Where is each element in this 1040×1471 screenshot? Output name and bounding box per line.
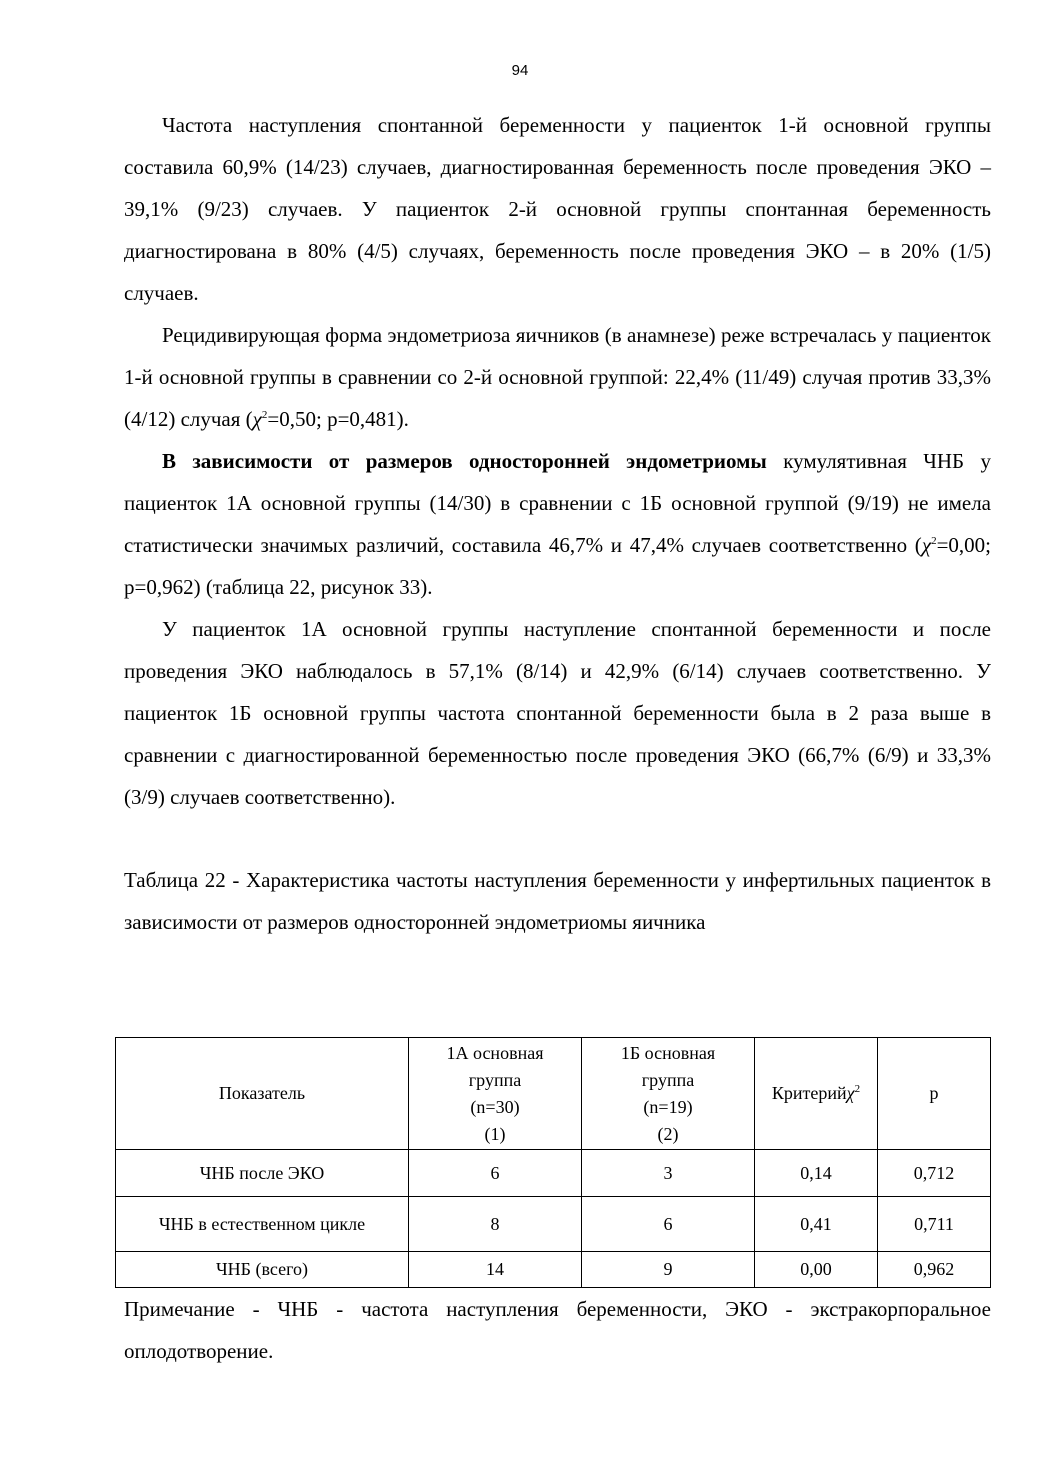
header-group-1a-line: 1А основная [446, 1042, 544, 1063]
header-group-1a-line: группа [468, 1069, 522, 1090]
paragraph-1: Частота наступления спонтанной беременности у пациенток 1-й основной группы составила 60,9% (14/23) случаев, диагностированная беременность после проведения ЭКО – 39,1% (9/23) случаев. У пациенток 2-й основной группы спонтанная беременность диагностирована в 80% (4/5) случаях, беременность после проведения ЭКО – в 20% (1/5) случаев. [124, 113, 991, 305]
header-p: p [878, 1038, 991, 1150]
row-chi2-value: 0,41 [755, 1197, 878, 1252]
header-group-1b-line: (n=19) [643, 1096, 693, 1117]
row-group-1b-value: 3 [582, 1150, 755, 1197]
paragraph-3 [124, 440, 991, 608]
header-group-1b [582, 1038, 755, 1150]
row-label: ЧНБ (всего) [116, 1252, 409, 1288]
row-p-value: 0,962 [878, 1252, 991, 1288]
paragraph-3-bold-lead: В зависимости от размеров односторонней эндометриомы [162, 449, 767, 473]
table-caption: Таблица 22 - Характеристика частоты наступления беременности у инфертильных пациенток в зависимости от размеров односторонней эндометриомы яичника [124, 868, 991, 934]
chi-superscript: 2 [854, 1083, 861, 1095]
table-row [116, 1150, 991, 1197]
header-criterion-text: Критерий [771, 1083, 847, 1103]
data-table [115, 1037, 991, 1288]
header-group-1a-line: (1) [484, 1123, 506, 1144]
table-note [124, 1288, 991, 1372]
row-group-1b-value: 9 [582, 1252, 755, 1288]
row-group-1a-value: 8 [409, 1197, 582, 1252]
paragraph-2-text-b: =0,50; p=0,481). [267, 407, 409, 431]
header-indicator: Показатель [116, 1038, 409, 1150]
paragraph-3-text-a: кумулятивная ЧНБ у пациенток 1А основной группы (14/30) в сравнении с 1Б основной группой (9/19) не имела статистически значимых различий, составила 46,7% и 47,4% случаев соответственно ( [124, 449, 991, 557]
row-label: ЧНБ после ЭКО [116, 1150, 409, 1197]
row-group-1a-value: 6 [409, 1150, 582, 1197]
header-group-1a-line: (n=30) [470, 1096, 520, 1117]
header-group-1b-line: группа [641, 1069, 695, 1090]
document-body [124, 104, 991, 943]
row-chi2-value: 0,14 [755, 1150, 878, 1197]
chi-symbol: χ [252, 407, 262, 431]
chi-superscript: 2 [931, 535, 937, 547]
header-criterion [755, 1038, 878, 1150]
paragraph-2-text-a: Рецидивирующая форма эндометриоза яичников (в анамнезе) реже встречалась у пациенток 1-й основной группы в сравнении со 2-й основной группой: 22,4% (11/49) случая против 33,3% (4/12) случая ( [124, 323, 991, 431]
chi-symbol: χ [921, 533, 932, 557]
header-group-1b-line: 1Б основная [620, 1042, 716, 1063]
row-group-1a-value: 14 [409, 1252, 582, 1288]
row-p-value: 0,712 [878, 1150, 991, 1197]
header-group-1a [409, 1038, 582, 1150]
table-row [116, 1197, 991, 1252]
page-number: 94 [511, 62, 529, 79]
row-p-value: 0,711 [878, 1197, 991, 1252]
paragraph-4: У пациенток 1А основной группы наступление спонтанной беременности и после проведения ЭКО наблюдалось в 57,1% (8/14) и 42,9% (6/14) случаев соответственно. У пациенток 1Б основной группы частота спонтанной беременности была в 2 раза выше в сравнении с диагностированной беременностью после проведения ЭКО (66,7% (6/9) и 33,3% (3/9) случаев соответственно). [124, 617, 991, 809]
chi-superscript: 2 [261, 409, 268, 421]
chi-symbol: χ [846, 1083, 855, 1103]
paragraph-3-text-b: =0,00; p=0,962) (таблица 22, рисунок 33). [124, 533, 991, 599]
row-chi2-value: 0,00 [755, 1252, 878, 1288]
paragraph-2 [124, 314, 991, 440]
table-row [116, 1252, 991, 1288]
table-header-row [116, 1038, 991, 1150]
header-group-1b-line: (2) [657, 1123, 679, 1144]
row-group-1b-value: 6 [582, 1197, 755, 1252]
row-label: ЧНБ в естественном цикле [116, 1197, 409, 1252]
note-text: Примечание - ЧНБ - частота наступления беременности, ЭКО - экстракорпоральное оплодотворение. [124, 1297, 991, 1363]
